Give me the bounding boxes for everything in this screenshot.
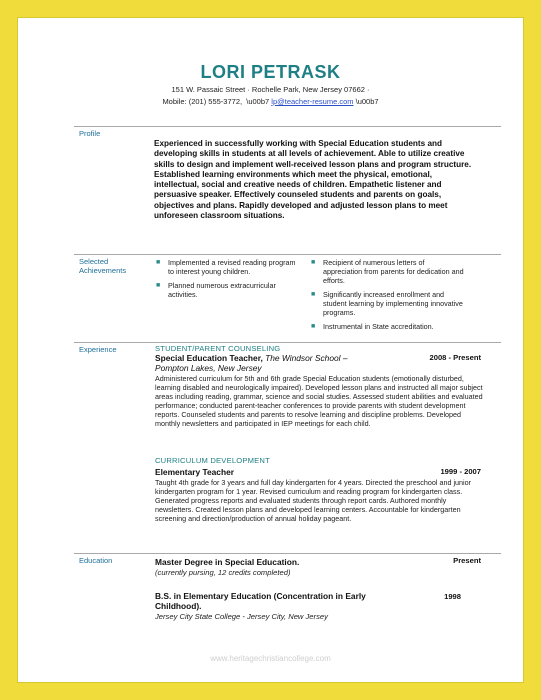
section-divider <box>74 553 501 554</box>
separator-dot: \u00b7 <box>244 97 272 106</box>
section-divider <box>74 126 501 127</box>
bullet-icon: ■ <box>156 282 161 289</box>
education-label: Education <box>79 556 113 565</box>
job-location: Pompton Lakes, New Jersey <box>155 363 262 373</box>
list-item: ■ Instrumental in State accreditation. <box>311 322 434 331</box>
achievements-left-list <box>156 258 296 304</box>
candidate-name: LORI PETRASK <box>200 62 341 82</box>
achievements-right-list <box>311 258 464 336</box>
section-divider <box>74 254 501 255</box>
degree-title: Master Degree in Special Education. <box>155 557 300 567</box>
degree-detail: (currently pursing, 12 credits completed) <box>155 568 291 577</box>
job-category: CURRICULUM DEVELOPMENT <box>155 456 270 465</box>
degree-detail: Jersey City State College - Jersey City, New Jersey <box>155 612 328 621</box>
achievements-label: Selected Achievements <box>79 257 127 275</box>
bullet-icon: ■ <box>311 323 316 330</box>
email-link[interactable]: lp@teacher-resume.com <box>271 97 354 106</box>
separator-dot: \u00b7 <box>355 97 379 106</box>
list-item: ■ Planned numerous extracurricular activities. <box>156 281 276 299</box>
list-item: ■ Recipient of numerous letters of appreciation from parents for dedication and efforts. <box>311 258 464 285</box>
experience-label: Experience <box>79 345 117 354</box>
resume-page <box>18 18 523 682</box>
job-org: The Windsor School – <box>265 353 348 363</box>
watermark: www.heritagechristiancollege.com <box>210 654 331 663</box>
address-line: 151 W. Passaic Street · Rochelle Park, New Jersey 07662 · <box>171 85 370 94</box>
resume-header <box>18 62 523 107</box>
job-dates: 1999 - 2007 <box>440 467 481 476</box>
bullet-icon: ■ <box>156 259 161 266</box>
mobile-number: Mobile: (201) 555-3772, <box>162 97 243 106</box>
degree-date: 1998 <box>444 592 461 601</box>
job-dates: 2008 - Present <box>429 353 481 362</box>
list-item: ■ Significantly increased enrollment and student learning by implementing innovative programs. <box>311 290 463 317</box>
job-description: Administered curriculum for 5th and 6th grade Special Education students (emotionally disturbed, learning disabled and neurologically impaired). Developed lesson plans and instructed all major subject areas including reading, grammar, science and social studies. Assessed student abilities and evaluated performance; conducted parent-teacher conferences to provide parents with student development reports. Counseled students and parents to resolve learning and discipline problems. Developed monthly newsletters and participated in IEP meetings for each child. <box>155 374 483 428</box>
bullet-icon: ■ <box>311 291 316 298</box>
list-item: ■ Implemented a revised reading program to interest young children. <box>156 258 296 276</box>
profile-label: Profile <box>79 129 101 138</box>
job-title: Elementary Teacher <box>155 467 234 477</box>
job-description: Taught 4th grade for 3 years and full day kindergarten for 4 years. Directed the preschool and junior kindergarten program for 1 year. Revised curriculum and reading program for kindergarten class. Generated progress reports and evaluated students through report cards. Authored monthly newsletters. Created lesson plans and developed learning centers. Accountable for kindergarten screening and direction/production of annual holiday pageant. <box>155 478 472 523</box>
contact-line <box>18 97 523 107</box>
job-category: STUDENT/PARENT COUNSELING <box>155 344 281 353</box>
degree-title: B.S. in Elementary Education (Concentration in Early Childhood). <box>155 591 366 611</box>
profile-text: Experienced in successfully working with Special Education students and developing skills in students at all levels of achievement. Able to utilize creative skills to design and implement well-received lesson plans and program structure. Established learning environments which meet the physical, emotional, intellectual, social and creative needs of children. Empathetic listener and persuasive speaker. Effectively counseled students and parents on goals, objectives and plans. Rapidly developed and adjusted lesson plans to meet unforeseen classroom situations. <box>154 139 472 221</box>
bullet-icon: ■ <box>311 259 316 266</box>
job-title: Special Education Teacher, The Windsor School – Pompton Lakes, New Jersey <box>155 353 348 373</box>
degree-date: Present <box>453 556 481 565</box>
section-divider <box>74 342 501 343</box>
